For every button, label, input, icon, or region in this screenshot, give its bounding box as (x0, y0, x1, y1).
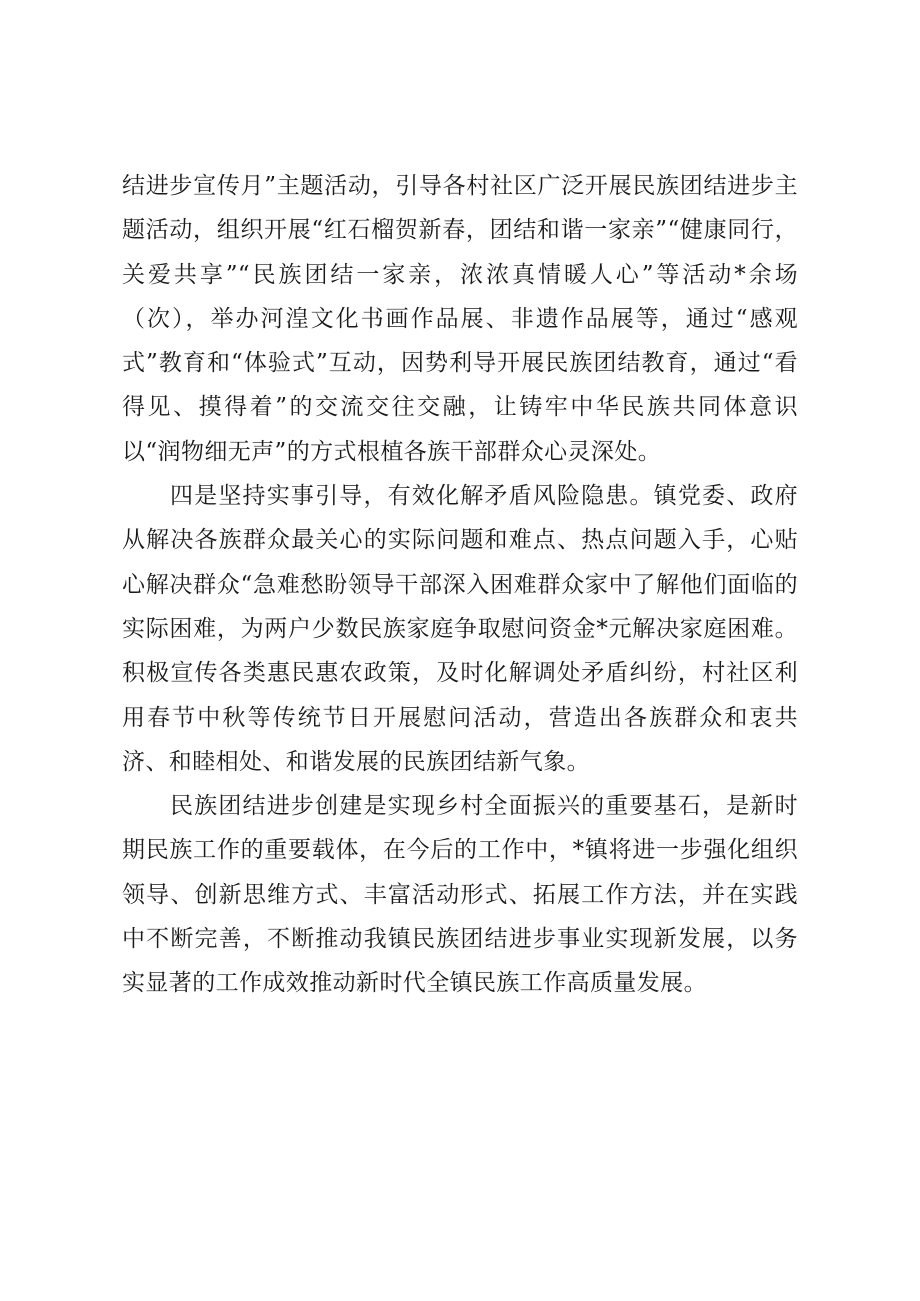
paragraph-continued: 结进步宣传月”主题活动，引导各村社区广泛开展民族团结进步主题活动，组织开展“红石榴贺新春，团结和谐一家亲”“健康同行，关爱共享”“民族团结一家亲，浓浓真情暖人心”等活动*余场（次），举办河湟文化书画作品展、非遗作品展等，通过“感观式”教育和“体验式”互动，因势利导开展民族团结教育，通过“看得见、摸得着”的交流交往交融，让铸牢中华民族共同体意识以“润物细无声”的方式根植各族干部群众心灵深处。 (122, 173, 798, 465)
paragraph-conclusion: 民族团结进步创建是实现乡村全面振兴的重要基石，是新时期民族工作的重要载体，在今后的工作中，*镇将进一步强化组织领导、创新思维方式、丰富活动形式、拓展工作方法，并在实践中不断完善，不断推动我镇民族团结进步事业实现新发展，以务实显著的工作成效推动新时代全镇民族工作高质量发展。 (122, 793, 798, 997)
document-body (122, 164, 798, 1006)
paragraph-point-four: 四是坚持实事引导，有效化解矛盾风险隐患。镇党委、政府从解决各族群众最关心的实际问题和难点、热点问题入手，心贴心解决群众“急难愁盼领导干部深入困难群众家中了解他们面临的实际困难，为两户少数民族家庭争取慰问资金*元解决家庭困难。积极宣传各类惠民惠农政策，及时化解调处矛盾纠纷，村社区利用春节中秋等传统节日开展慰问活动，营造出各族群众和衷共济、和睦相处、和谐发展的民族团结新气象。 (122, 483, 798, 775)
